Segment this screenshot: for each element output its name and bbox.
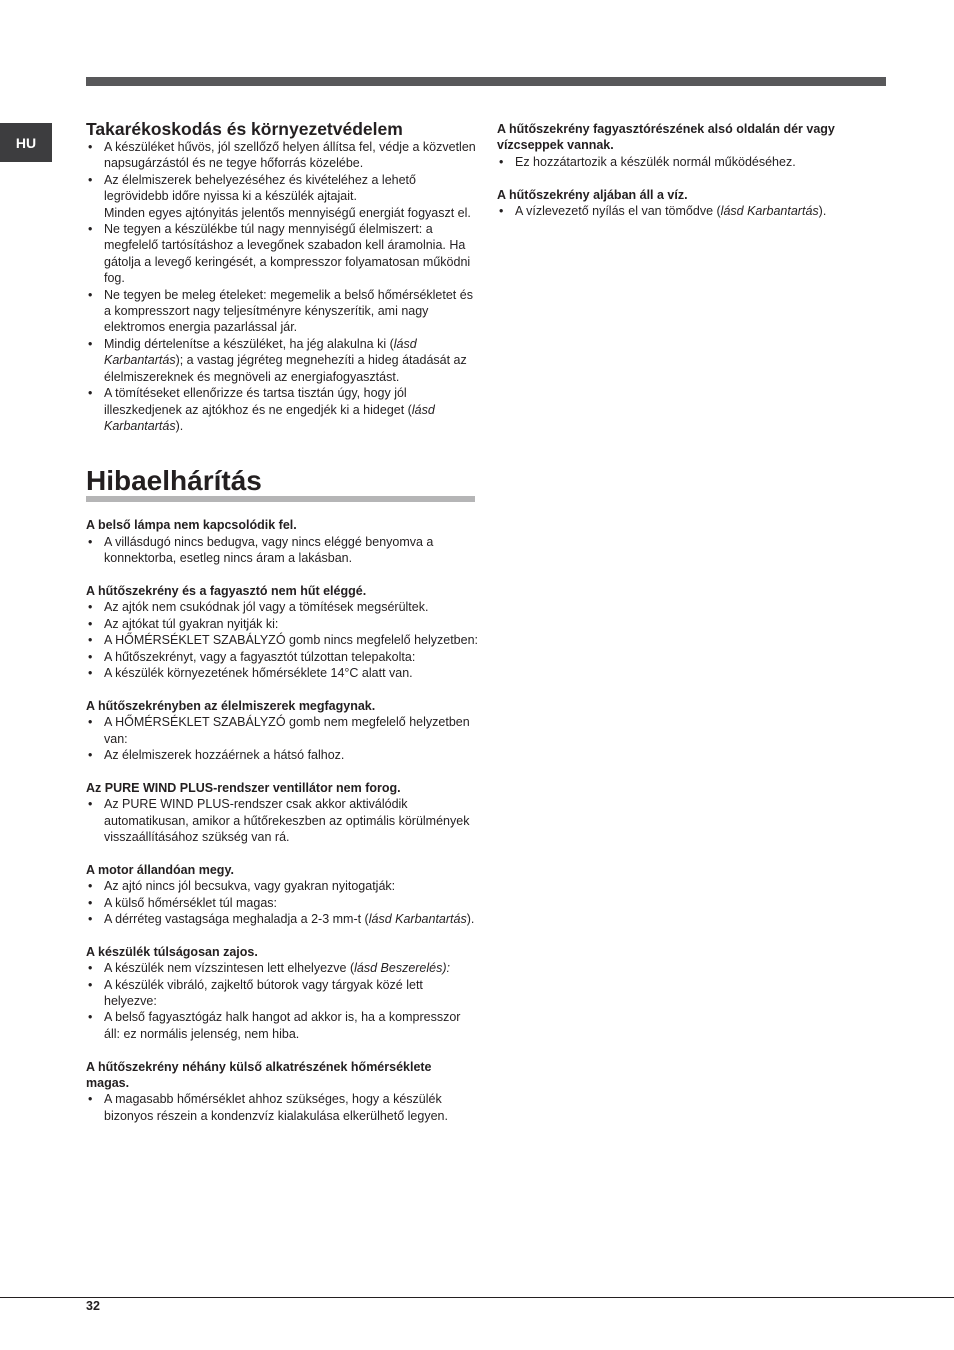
list-item <box>86 977 478 1010</box>
item-text: Ne tegyen be meleg ételeket: megemelik a belső hőmérsékletet és a kompresszort nagy teljesítményre kényszerítik, ami nagy elektromos energia pazarlással jár. <box>104 287 473 335</box>
item-text: Az élelmiszerek hozzáérnek a hátsó falhoz. <box>104 747 345 762</box>
right-column <box>497 121 877 219</box>
list-item <box>86 895 478 911</box>
troubleshooting-left <box>86 517 478 1124</box>
list-item <box>86 287 478 336</box>
list-item <box>497 154 877 170</box>
list-item <box>86 1091 478 1124</box>
header-bar <box>86 77 886 86</box>
cause-list <box>497 154 877 170</box>
page-number: 32 <box>86 1299 100 1313</box>
item-text: A hűtőszekrényt, vagy a fagyasztót túlzottan telepakolta: <box>104 649 416 664</box>
list-item <box>86 616 478 632</box>
item-text: A készüléket hűvös, jól szellőző helyen állítsa fel, védje a közvetlen napsugárzástól és ne tegye hőforrás közelébe. <box>104 140 476 171</box>
item-text: ). <box>818 204 827 219</box>
list-item <box>86 1009 478 1042</box>
list-item <box>86 747 478 763</box>
list-item <box>86 665 478 681</box>
item-text: Ne tegyen a készülékbe túl nagy mennyiségű élelmiszert: a megfelelő tartósításhoz a levegőnek szabadon kell áramolnia. Ha gátolja a levegő keringését, a kompresszor folyamatosan működni fog. <box>104 222 471 286</box>
troubleshooting-header <box>86 466 478 502</box>
list-item <box>86 632 478 648</box>
trouble-section <box>86 583 478 681</box>
reference-text: lásd Beszerelés <box>354 961 443 976</box>
reference-text: lásd Karbantartás <box>368 912 467 926</box>
item-text: ). <box>466 912 475 926</box>
item-text: Az PURE WIND PLUS-rendszer csak akkor aktiválódik automatikusan, amikor a hűtőrekeszben az optimális körülmények visszaállításához szükség van rá. <box>104 797 470 844</box>
problem-heading: A hűtőszekrény és a fagyasztó nem hűt eléggé. <box>86 583 367 598</box>
list-item <box>86 172 478 221</box>
list-item <box>86 796 478 845</box>
language-tab: HU <box>0 123 52 162</box>
list-item <box>86 911 478 927</box>
cause-list <box>86 599 478 681</box>
left-column <box>86 119 478 1124</box>
list-item <box>86 139 478 172</box>
list-item <box>86 960 478 976</box>
footer-rule <box>0 1297 954 1298</box>
trouble-section <box>86 1059 478 1125</box>
reference-text: ): <box>442 961 451 976</box>
item-text: ). <box>175 418 184 433</box>
item-text: A külső hőmérséklet túl magas: <box>104 895 277 910</box>
section-title-saving: Takarékoskodás és környezetvédelem <box>86 119 403 139</box>
item-text: A villásdugó nincs bedugva, vagy nincs eléggé benyomva a konnektorba, esetleg nincs áram a lakásban. <box>104 534 434 566</box>
item-text: Ez hozzátartozik a készülék normál működéséhez. <box>515 154 796 169</box>
list-item <box>86 336 478 385</box>
list-item <box>86 714 478 747</box>
list-item <box>86 385 478 434</box>
reference-text: lásd Karbantartás <box>104 402 435 433</box>
page-title: Hibaelhárítás <box>86 465 262 497</box>
list-item <box>86 599 478 615</box>
problem-heading: Az PURE WIND PLUS-rendszer ventillátor nem forog. <box>86 780 401 795</box>
saving-list <box>86 139 478 434</box>
trouble-section <box>86 698 478 764</box>
problem-heading: A készülék túlságosan zajos. <box>86 944 258 959</box>
item-text: Az ajtók nem csukódnak jól vagy a tömítések megsérültek. <box>104 600 429 615</box>
list-item <box>86 878 478 894</box>
item-text: ); a vastag jégréteg megnehezíti a hideg átadását az élelmiszereknek és megnöveli az energiafogyasztást. <box>104 353 467 384</box>
item-text: A készülék vibráló, zajkeltő bútorok vagy tárgyak közé lett helyezve: <box>104 977 423 1009</box>
cause-list <box>86 534 478 567</box>
trouble-section <box>497 187 877 220</box>
cause-list <box>86 1091 478 1124</box>
item-text: A belső fagyasztógáz halk hangot ad akkor is, ha a kompresszor áll: ez normális jelenség, nem hiba. <box>104 1010 461 1041</box>
item-text: A magasabb hőmérséklet ahhoz szükséges, hogy a készülék bizonyos részein a kondenzvíz kialakulása elkerülhető legyen. <box>104 1092 448 1123</box>
list-item <box>86 534 478 567</box>
troubleshooting-right <box>497 121 877 219</box>
list-item <box>86 649 478 665</box>
trouble-section <box>497 121 877 170</box>
title-underline <box>86 496 475 502</box>
item-text: A tömítéseket ellenőrizze és tartsa tisztán úgy, hogy jól illeszkedjenek az ajtókhoz és ne engedjék ki a hideget ( <box>104 386 412 417</box>
item-text: A HŐMÉRSÉKLET SZABÁLYZÓ gomb nincs megfelelő helyzetben: <box>104 633 479 648</box>
problem-heading: A hűtőszekrény néhány külső alkatrészének hőmérséklete magas. <box>86 1059 432 1091</box>
cause-list <box>497 203 877 219</box>
reference-text: lásd Karbantartás <box>104 336 417 368</box>
item-text: Az ajtó nincs jól becsukva, vagy gyakran nyitogatják: <box>104 879 396 894</box>
problem-heading: A motor állandóan megy. <box>86 862 234 877</box>
problem-heading: A hűtőszekrény aljában áll a víz. <box>497 187 688 202</box>
item-text: Mindig dértelenítse a készüléket, ha jég alakulna ki ( <box>104 336 394 351</box>
item-text: A dérréteg vastagsága meghaladja a 2-3 mm-t ( <box>104 912 369 926</box>
reference-text: lásd Karbantartás <box>720 204 819 219</box>
trouble-section <box>86 517 478 566</box>
problem-heading: A hűtőszekrényben az élelmiszerek megfagynak. <box>86 698 376 713</box>
problem-heading: A belső lámpa nem kapcsolódik fel. <box>86 518 297 533</box>
item-text: A készülék nem vízszintesen lett elhelyezve ( <box>104 961 355 976</box>
trouble-section <box>86 944 478 1042</box>
trouble-section <box>86 862 478 928</box>
item-text: A készülék környezetének hőmérséklete 14°C alatt van. <box>104 665 413 680</box>
cause-list <box>86 878 478 927</box>
trouble-section <box>86 780 478 846</box>
item-text: Az ajtókat túl gyakran nyitják ki: <box>104 616 279 631</box>
problem-heading: A hűtőszekrény fagyasztórészének alsó oldalán dér vagy vízcseppek vannak. <box>497 122 835 153</box>
list-item <box>497 203 877 219</box>
item-text: Az élelmiszerek behelyezéséhez és kivételéhez a lehető legrövidebb időre nyissa ki a készülék ajtajait. Minden egyes ajtónyitás jelentős mennyiségű energiát fogyaszt el. <box>104 172 471 220</box>
cause-list <box>86 714 478 763</box>
item-text: A HŐMÉRSÉKLET SZABÁLYZÓ gomb nem megfelelő helyzetben van: <box>104 715 470 746</box>
item-text: A vízlevezető nyílás el van tömődve ( <box>515 204 721 219</box>
cause-list <box>86 960 478 1042</box>
list-item <box>86 221 478 287</box>
cause-list <box>86 796 478 845</box>
